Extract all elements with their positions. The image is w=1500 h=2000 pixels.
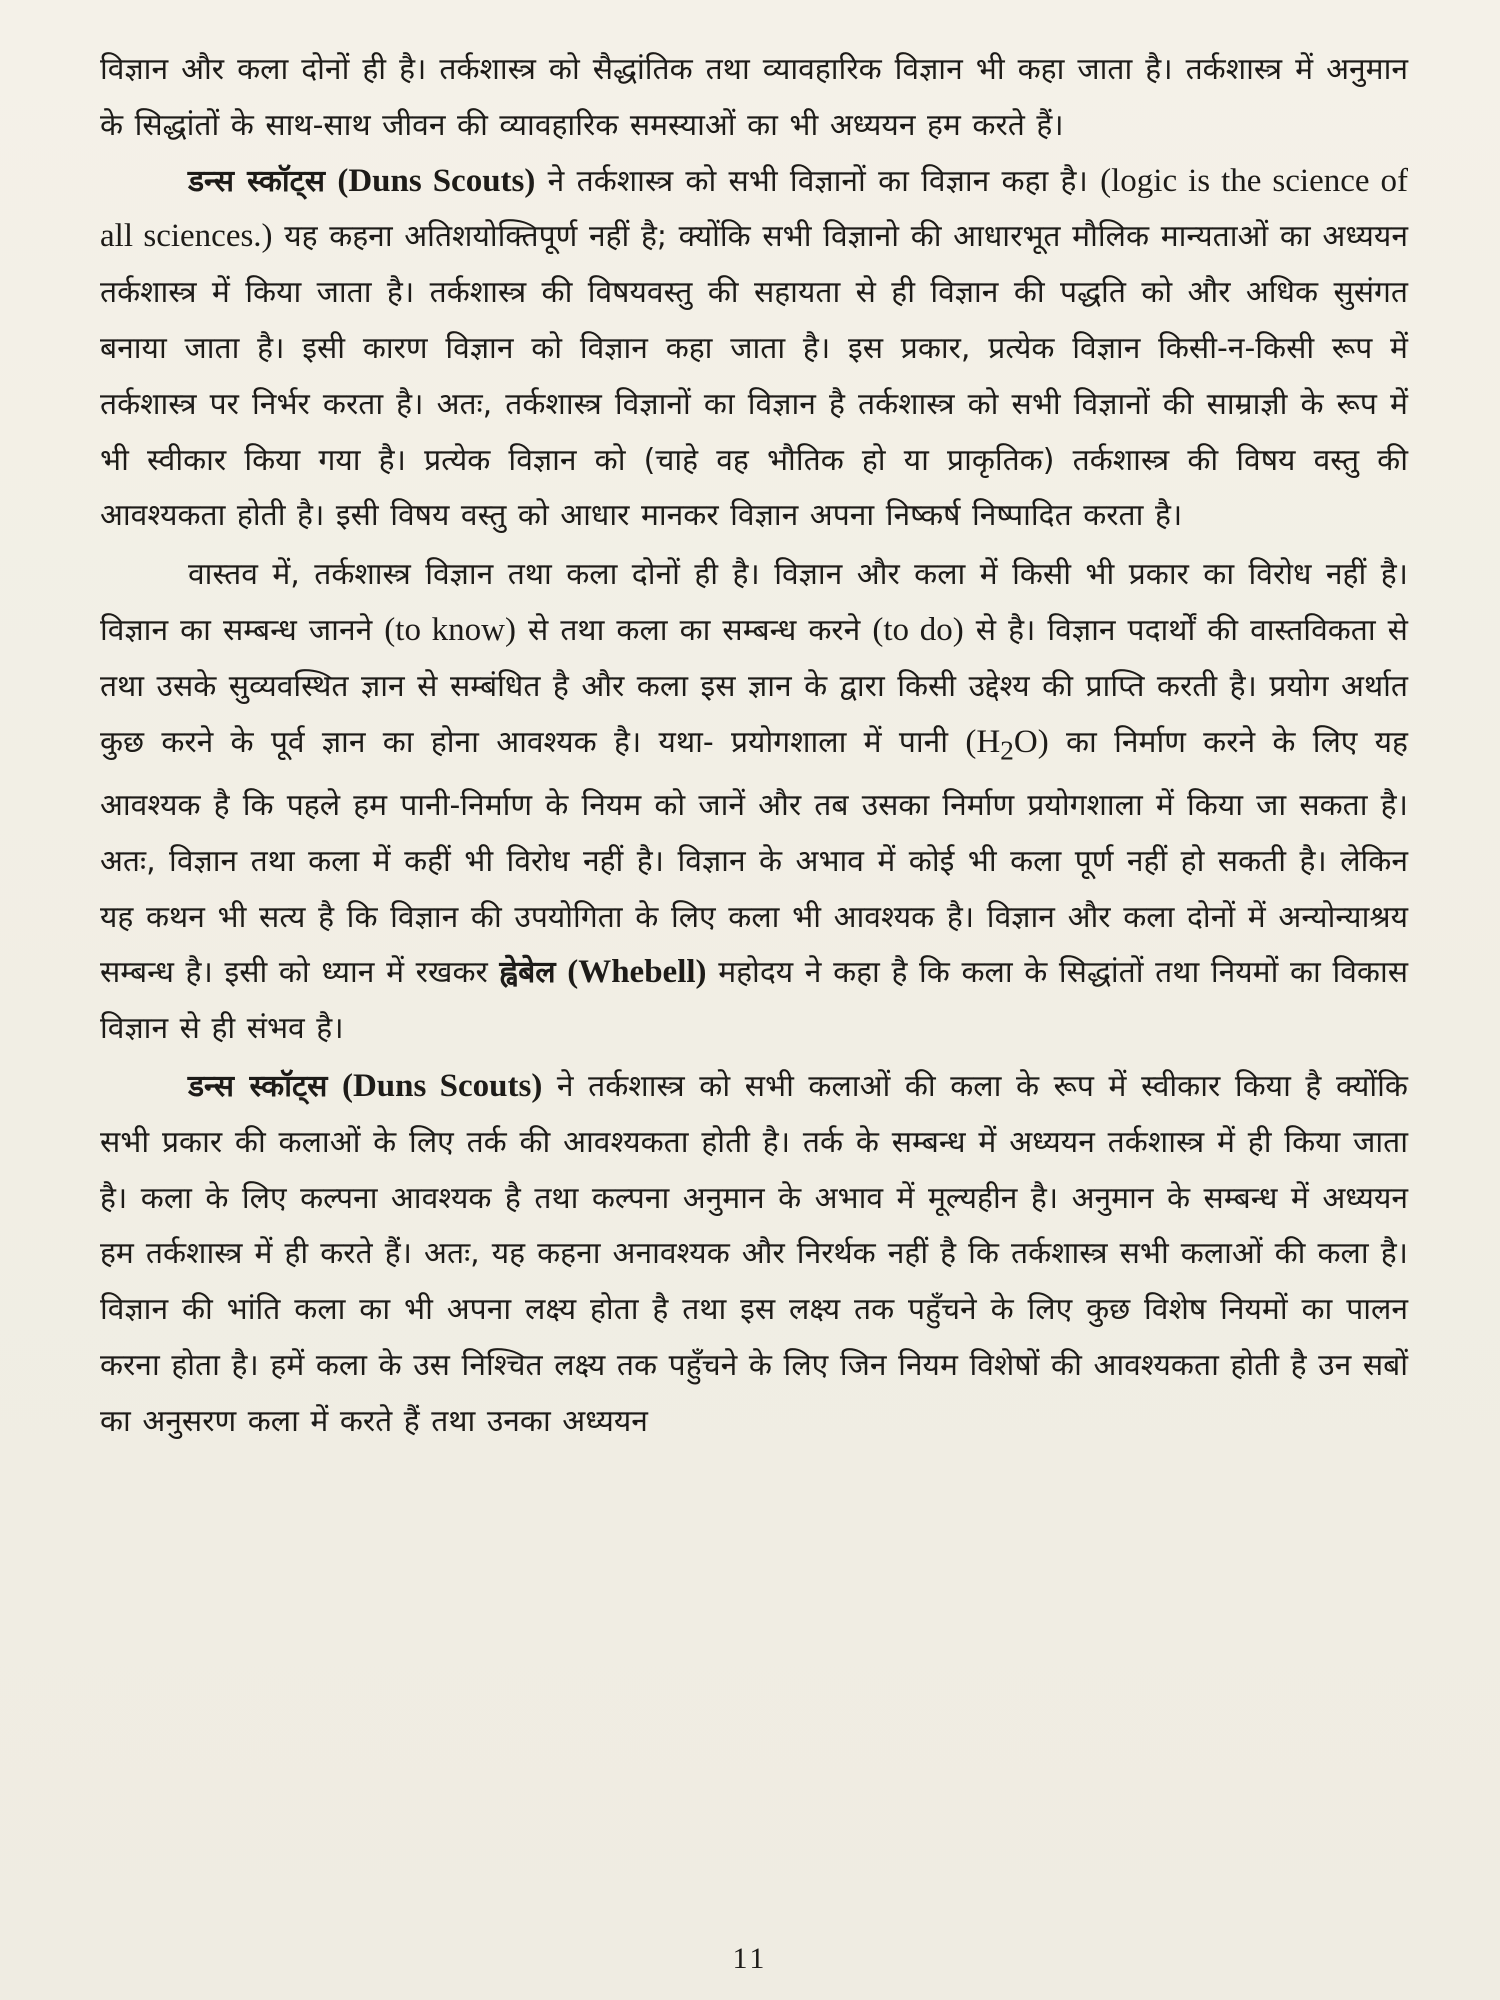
water-formula bbox=[965, 723, 1049, 766]
logic-quote: (logic is the science of all sciences.) bbox=[100, 162, 1408, 255]
paragraph-3 bbox=[100, 547, 1408, 1057]
term-to-know: (to know) bbox=[384, 611, 516, 648]
term-to-do: (to do) bbox=[872, 611, 964, 648]
duns-scouts-hindi-2: डन्स स्कॉट्स bbox=[188, 1068, 328, 1104]
duns-scouts-english: (Duns Scouts) bbox=[337, 162, 536, 199]
paragraph-3-text-3: से है। विज्ञान पदार्थों की वास्तविकता से तथा उसके सुव्यवस्थित ज्ञान से सम्बंधित है और कला इस ज्ञान के द्वारा किसी उद्देश्य की प्राप्ति करती है। प्रयोग अर्थात कुछ करने के पूर्व ज्ञान का होना आवश्यक है। यथा- प्रयोगशाला में पानी bbox=[100, 612, 1408, 760]
paragraph-4-text: ने तर्कशास्त्र को सभी कलाओं की कला के रूप में स्वीकार किया है क्योंकि सभी प्रकार की कलाओं के लिए तर्क की आवश्यकता होती है। तर्क के सम्बन्ध में अध्ययन तर्कशास्त्र में ही किया जाता है। कला के लिए कल्पना आवश्यक है तथा कल्पना अनुमान के अभाव में मूल्यहीन है। अनुमान के सम्बन्ध में अध्ययन हम तर्कशास्त्र में ही करते हैं। अतः, यह कहना अनावश्यक और निरर्थक नहीं है कि तर्कशास्त्र सभी कलाओं की कला है। विज्ञान की भांति कला का भी अपना लक्ष्य होता है तथा इस लक्ष्य तक पहुँचने के लिए कुछ विशेष नियमों का पालन करना होता है। हमें कला के उस निश्चित लक्ष्य तक पहुँचने के लिए जिन नियम विशेषों की आवश्यकता होती है उन सबों का अनुसरण कला में करते हैं तथा उनका अध्ययन bbox=[100, 1068, 1408, 1439]
formula-h: (H bbox=[965, 723, 1001, 760]
duns-scouts-hindi: डन्स स्कॉट्स bbox=[188, 163, 326, 199]
paragraph-2 bbox=[100, 154, 1408, 545]
paragraph-3-text-5: महोदय ने कहा है कि कला के सिद्धांतों तथा नियमों का विकास विज्ञान से ही संभव है। bbox=[100, 955, 1408, 1047]
duns-scouts-english-2: (Duns Scouts) bbox=[341, 1067, 543, 1104]
paragraph-1-text: विज्ञान और कला दोनों ही है। तर्कशास्त्र को सैद्धांतिक तथा व्यावहारिक विज्ञान भी कहा जाता है। तर्कशास्त्र में अनुमान के सिद्धांतों के साथ-साथ जीवन की व्यावहारिक समस्याओं का भी अध्ययन हम करते हैं। bbox=[100, 52, 1408, 143]
formula-subscript: 2 bbox=[1000, 734, 1014, 766]
paragraph-3-text-1: वास्तव में, तर्कशास्त्र विज्ञान तथा कला दोनों ही है। विज्ञान और कला में किसी भी प्रकार का विरोध नहीं है। विज्ञान का सम्बन्ध जानने bbox=[100, 557, 1408, 648]
page-number: 11 bbox=[732, 1942, 768, 1975]
whebell-english: (Whebell) bbox=[567, 954, 707, 991]
paragraph-4 bbox=[100, 1059, 1408, 1450]
paragraph-3-text-2: से तथा कला का सम्बन्ध करने bbox=[528, 612, 861, 648]
paragraph-3-text-4: का निर्माण करने के लिए यह आवश्यक है कि पहले हम पानी-निर्माण के नियम को जानें और तब उसका निर्माण प्रयोगशाला में किया जा सकता है। अतः, विज्ञान तथा कला में कहीं भी विरोध नहीं है। विज्ञान के अभाव में कोई भी कला पूर्ण नहीं हो सकती है। लेकिन यह कथन भी सत्य है कि विज्ञान की उपयोगिता के लिए कला भी आवश्यक है। विज्ञान और कला दोनों में अन्योन्याश्रय सम्बन्ध है। इसी को ध्यान में रखकर bbox=[100, 724, 1408, 991]
whebell-hindi: ह्वेबेल bbox=[499, 955, 556, 991]
paragraph-2-text-1: ने तर्कशास्त्र को सभी विज्ञानों का विज्ञान कहा है। bbox=[547, 163, 1088, 199]
paragraph-2-text-2: यह कहना अतिशयोक्तिपूर्ण नहीं है; क्योंकि सभी विज्ञानो की आधारभूत मौलिक मान्यताओं का अध्ययन तर्कशास्त्र में किया जाता है। तर्कशास्त्र की विषयवस्तु की सहायता से ही विज्ञान की पद्धति को और अधिक सुसंगत बनाया जाता है। इसी कारण विज्ञान को विज्ञान कहा जाता है। इस प्रकार, प्रत्येक विज्ञान किसी-न-किसी रूप में तर्कशास्त्र पर निर्भर करता है। अतः, तर्कशास्त्र विज्ञानों का विज्ञान है तर्कशास्त्र को सभी विज्ञानों की साम्राज्ञी के रूप में भी स्वीकार किया गया है। प्रत्येक विज्ञान को (चाहे वह भौतिक हो या प्राकृतिक) तर्कशास्त्र की विषय वस्तु की आवश्यकता होती है। इसी विषय वस्तु को आधार मानकर विज्ञान अपना निष्कर्ष निष्पादित करता है। bbox=[100, 219, 1408, 534]
paragraph-1 bbox=[100, 42, 1408, 154]
formula-o: O) bbox=[1013, 723, 1049, 760]
